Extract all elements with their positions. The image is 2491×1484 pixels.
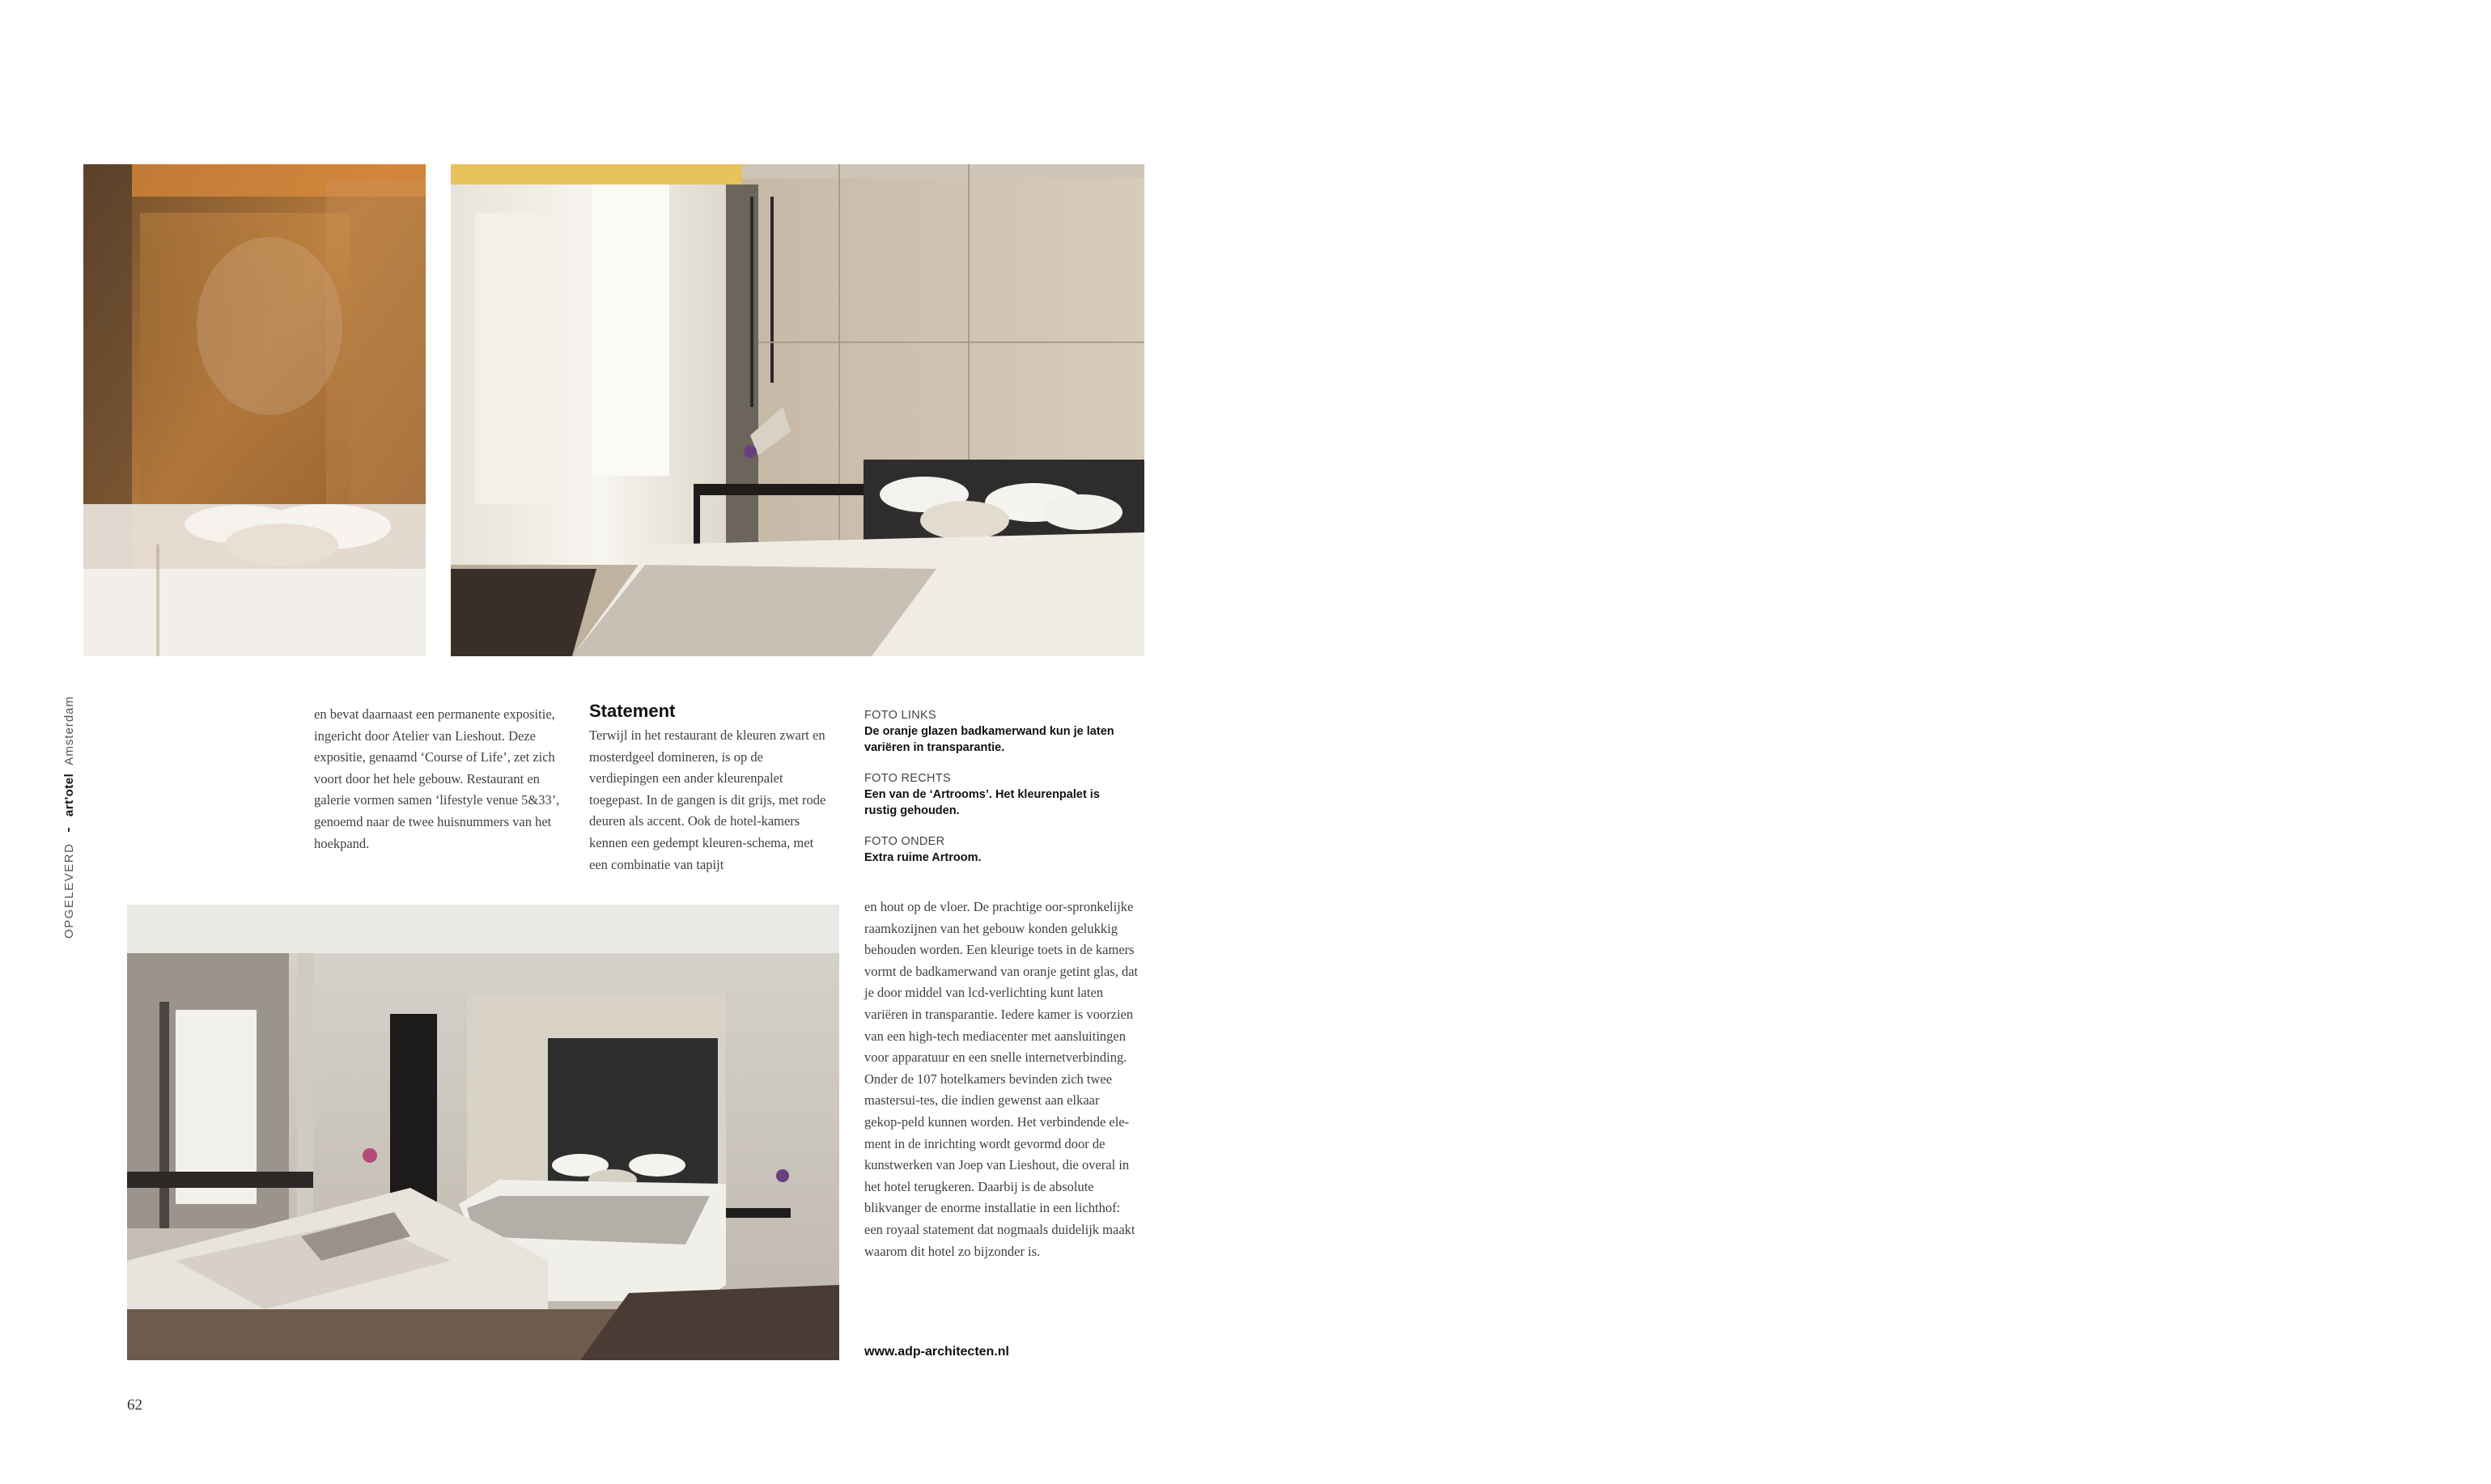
caption-left	[864, 707, 1131, 756]
paragraph: en hout op de vloer. De prachtige oor-spronkelijke raamkozijnen van het gebouw konden gelukkig behouden worden. Een kleurige toets in de kamers vormt de badkamerwand van oranje getint glas, dat je door middel van lcd-verlichting kunt laten variëren in transparantie. Iedere kamer is voorzien van een high-tech mediacenter met aansluitingen voor apparatuur en een snelle internetverbinding. Onder de 107 hotelkamers bevinden zich twee mastersui-tes, die indien gewenst aan elkaar gekop-peld kunnen worden. Het verbindende ele-ment in de inrichting wordt gevormd door de kunstwerken van Joep van Lieshout, die overal in het hotel terugkeren. Daarbij is de absolute blikvanger de enorme installatie in een lichthof: een royaal statement dat nogmaals duidelijk maakt waarom dit hotel zo bijzonder is.	[864, 899, 1139, 1259]
page-number: 62	[127, 1397, 142, 1414]
caption-bottom	[864, 833, 1131, 866]
paragraph: Terwijl in het restaurant de kleuren zwart en mosterdgeel domineren, is op de verdiepingen een ander kleurenpalet toegepast. In de gangen is dit grijs, met rode deuren als accent. Ook de hotel-kamers kennen een gedempt kleuren-schema, met een combinatie van tapijt	[589, 727, 826, 872]
caption-text: Een van de ‘Artrooms’. Het kleurenpalet is rustig gehouden.	[864, 788, 1100, 817]
section-label: OPGELEVERD	[62, 842, 76, 939]
sidebar-section-label	[58, 696, 79, 939]
city-name: Amsterdam	[62, 696, 76, 765]
sidebar-divider	[68, 828, 70, 832]
caption-text: De oranje glazen badkamerwand kun je laten variëren in transparantie.	[864, 725, 1114, 754]
section-heading-statement: Statement	[589, 701, 676, 721]
photo-right-artroom	[451, 164, 1144, 656]
body-column-2	[589, 725, 832, 876]
photo-left-orange-glass-wall	[83, 164, 426, 656]
caption-label: FOTO LINKS	[864, 709, 936, 722]
body-column-3	[864, 897, 1139, 1262]
architect-website-link[interactable]: www.adp-architecten.nl	[864, 1345, 1009, 1359]
caption-label: FOTO ONDER	[864, 835, 945, 848]
caption-right	[864, 770, 1131, 819]
paragraph: en bevat daarnaast een permanente expositie, ingericht door Atelier van Lieshout. Deze expositie, genaamd ‘Course of Life’, zet zich voort door het hele gebouw. Restaurant en galerie vormen samen ‘lifestyle venue 5&33’, genoemd naar de twee huisnummers van het hoekpand.	[314, 706, 560, 851]
caption-label: FOTO RECHTS	[864, 772, 951, 785]
caption-text: Extra ruime Artroom.	[864, 851, 982, 864]
photo-bottom-extra-large-artroom	[127, 905, 839, 1360]
body-column-1	[314, 704, 571, 854]
photo-captions	[864, 707, 1131, 880]
brand-name: art'otel	[62, 773, 76, 817]
